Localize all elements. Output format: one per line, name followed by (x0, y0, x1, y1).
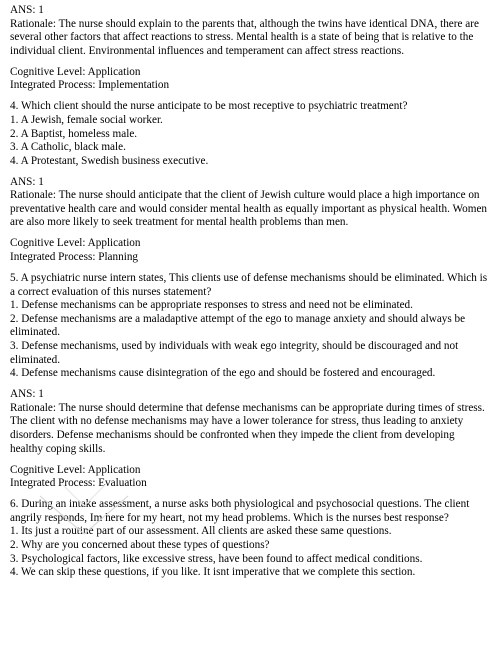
q5-option-2: 2. Defense mechanisms are a maladaptive attempt of the ego to manage anxiety and should always be eliminated. (10, 312, 466, 339)
q6-option-4: 4. We can skip these questions, if you like. It isnt imperative that we complete this section. (10, 566, 416, 579)
q3-answer: ANS: 1 (10, 4, 44, 16)
q5-option-4: 4. Defense mechanisms cause disintegration of the ego and should be fostered and encouraged. (10, 367, 436, 380)
q5-cognitive-level: Cognitive Level: Application (10, 463, 141, 476)
document-page (10, 4, 490, 587)
q3-cognitive-level: Cognitive Level: Application (10, 65, 141, 78)
q4-option-4: 4. A Protestant, Swedish business executive. (10, 154, 209, 167)
q4-answer: ANS: 1 (10, 175, 44, 188)
q5-meta-block (10, 464, 490, 491)
q5-block (10, 272, 490, 381)
q3-answer-block (10, 4, 490, 58)
q6-question: 6. During an intake assessment, a nurse asks both physiological and psychosocial questions. The client angrily responds, Im here for my heart, not my head problems. Which is the nurses best response? (10, 498, 470, 524)
q4-option-3: 3. A Catholic, black male. (10, 141, 126, 154)
q4-answer-block (10, 176, 490, 230)
q5-question: 5. A psychiatric nurse intern states, This clients use of defense mechanisms should be eliminated. Which is a correct evaluation of this nurses statement? (10, 272, 488, 298)
q4-meta-block (10, 237, 490, 264)
q3-rationale: Rationale: The nurse should explain to the parents that, although the twins have identical DNA, there are several other factors that affect reactions to stress. Mental health is a state of being that is relative to the individual client. Environmental influences and temperament can affect stress reactions. (10, 17, 479, 57)
q5-answer: ANS: 1 (10, 388, 44, 401)
q5-option-3: 3. Defense mechanisms, used by individuals with weak ego integrity, should be discouraged and not eliminated. (10, 340, 459, 366)
q3-integrated-process: Integrated Process: Implementation (10, 79, 170, 92)
q6-block (10, 498, 490, 580)
q5-integrated-process: Integrated Process: Evaluation (10, 477, 147, 490)
q5-answer-block (10, 388, 490, 456)
q4-cognitive-level: Cognitive Level: Application (10, 237, 141, 250)
q5-option-1: 1. Defense mechanisms can be appropriate responses to stress and need not be eliminated. (10, 299, 413, 312)
q4-option-2: 2. A Baptist, homeless male. (10, 127, 138, 140)
q6-option-3: 3. Psychological factors, like excessive stress, have been found to affect medical conditions. (10, 552, 423, 565)
q4-question: 4. Which client should the nurse anticipate to be most receptive to psychiatric treatment? (10, 100, 408, 113)
q4-integrated-process: Integrated Process: Planning (10, 251, 139, 264)
q3-meta-block (10, 66, 490, 93)
q5-rationale: Rationale: The nurse should determine that defense mechanisms can be appropriate during times of stress. The client with no defense mechanisms may have a lower tolerance for stress, thus leading to anxiety disorders. Defense mechanisms should be confronted when they impede the client from developing healthy coping skills. (10, 401, 485, 455)
q4-rationale: Rationale: The nurse should anticipate that the client of Jewish culture would place a high importance on preventative health care and would consider mental health as equally important as physical health. Women are also more likely to seek treatment for mental health problems than men. (10, 189, 487, 229)
q6-option-2: 2. Why are you concerned about these types of questions? (10, 538, 270, 551)
q4-option-1: 1. A Jewish, female social worker. (10, 113, 163, 126)
q4-block (10, 100, 490, 168)
q6-option-1: 1. Its just a routine part of our assessment. All clients are asked these same questions. (10, 525, 392, 538)
